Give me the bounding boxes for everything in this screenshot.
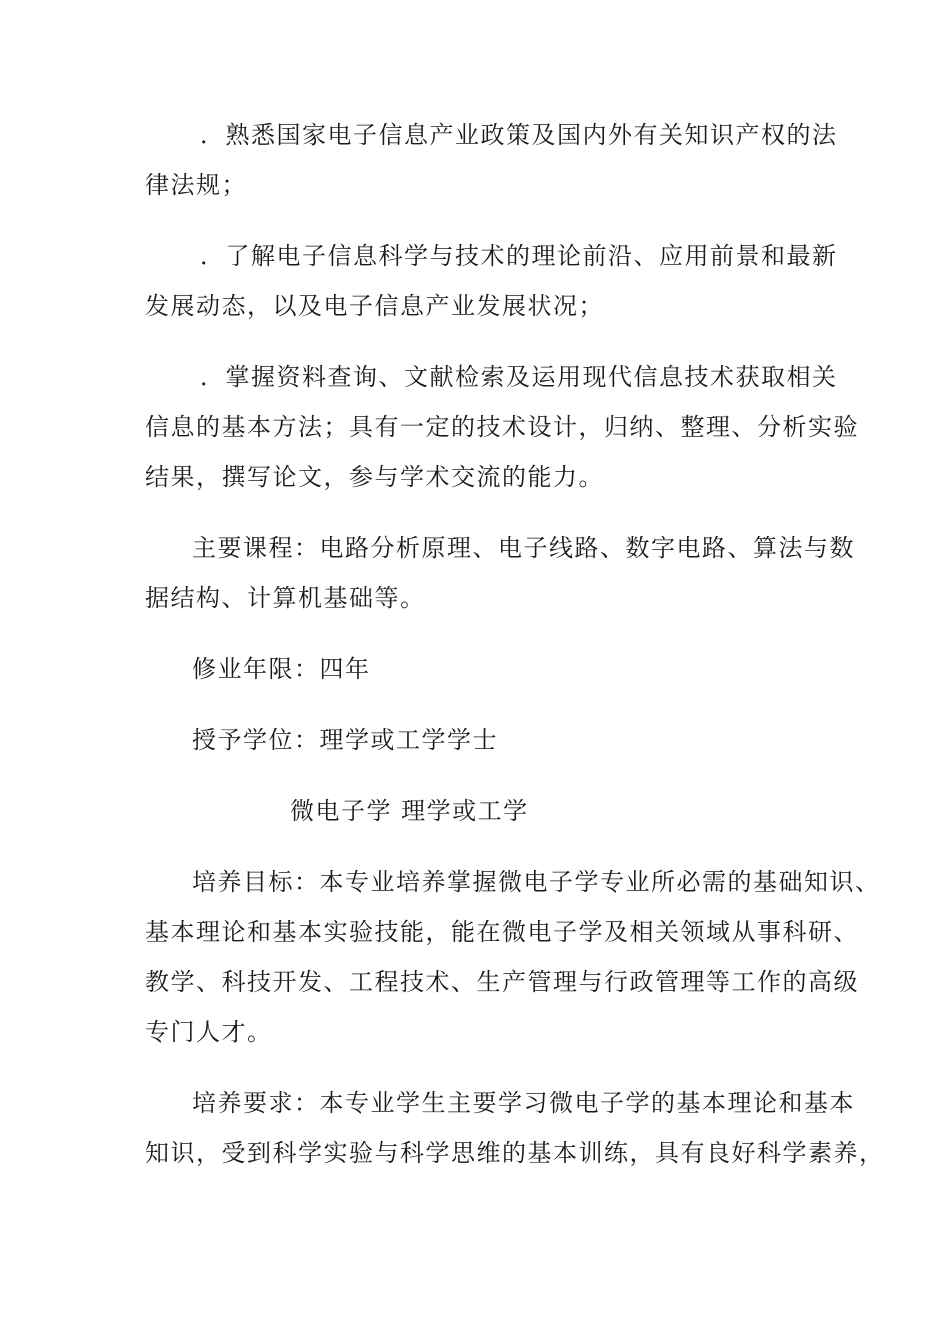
paragraph-2-line-1: ．了解电子信息科学与技术的理论前沿、应用前景和最新 <box>200 242 838 270</box>
training-requirement-line-2: 知识，受到科学实验与科学思维的基本训练，具有良好科学素养， <box>145 1139 885 1167</box>
training-goal-line-4: 专门人才。 <box>145 1018 273 1046</box>
training-goal-line-3: 教学、科技开发、工程技术、生产管理与行政管理等工作的高级 <box>145 968 859 996</box>
degree-awarded: 授予学位：理学或工学学士 <box>192 726 498 754</box>
main-courses-line-2: 据结构、计算机基础等。 <box>145 584 426 612</box>
paragraph-3-line-3: 结果，撰写论文，参与学术交流的能力。 <box>145 463 604 491</box>
training-goal-line-2: 基本理论和基本实验技能，能在微电子学及相关领域从事科研、 <box>145 918 859 946</box>
paragraph-2-line-2: 发展动态，以及电子信息产业发展状况； <box>145 292 604 320</box>
paragraph-1-line-2: 律法规； <box>145 171 247 199</box>
paragraph-1-line-1: ．熟悉国家电子信息产业政策及国内外有关知识产权的法 <box>200 121 838 149</box>
major-title: 微电子学 理学或工学 <box>290 797 529 825</box>
study-duration: 修业年限：四年 <box>192 655 371 683</box>
training-requirement-line-1: 培养要求：本专业学生主要学习微电子学的基本理论和基本 <box>192 1089 855 1117</box>
paragraph-3-line-1: ．掌握资料查询、文献检索及运用现代信息技术获取相关 <box>200 363 838 391</box>
paragraph-3-line-2: 信息的基本方法；具有一定的技术设计，归纳、整理、分析实验 <box>145 413 859 441</box>
training-goal-line-1: 培养目标：本专业培养掌握微电子学专业所必需的基础知识、 <box>192 868 881 896</box>
main-courses-line-1: 主要课程：电路分析原理、电子线路、数字电路、算法与数 <box>192 534 855 562</box>
